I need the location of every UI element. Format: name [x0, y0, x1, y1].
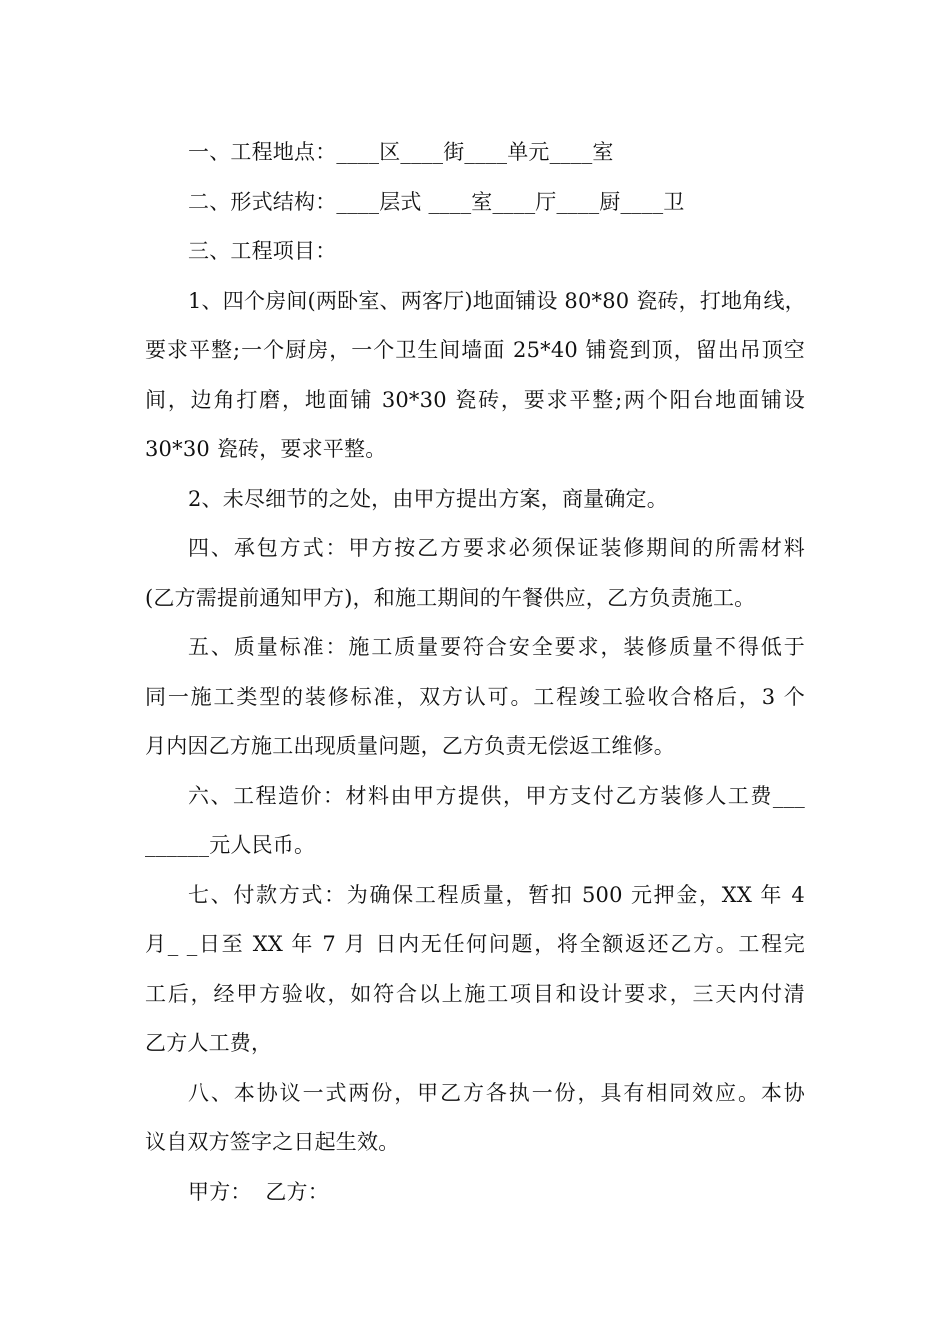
clause-location: 一、工程地点：____区____街____单元____室 [188, 140, 614, 164]
signature-line: 甲方： 乙方： [188, 1179, 329, 1204]
clause-quality-line-3: 月内因乙方施工出现质量问题，乙方负责无偿返工维修。 [145, 734, 675, 758]
clause-cost-line-1: 六、工程造价：材料由甲方提供，甲方支付乙方装修人工费___ [188, 783, 805, 808]
clause-quality-line-1: 五、质量标准：施工质量要符合安全要求，装修质量不得低于 [188, 635, 805, 659]
clause-cost-line-2: ______元人民币。 [145, 833, 316, 857]
item-1-line-1: 1、四个房间(两卧室、两客厅)地面铺设 80*80 瓷砖，打地角线， [188, 288, 806, 313]
item-2-line: 2、未尽细节的之处，由甲方提出方案，商量确定。 [188, 486, 668, 511]
item-1-line-4: 30*30 瓷砖，要求平整。 [145, 437, 387, 461]
item-1-line-2: 要求平整;一个厨房，一个卫生间墙面 25*40 铺瓷到顶，留出吊顶空 [145, 338, 805, 362]
document-body [145, 128, 805, 1217]
clause-payment-line-2: 月_ _日至 XX 年 7 月 日内无任何问题，将全额返还乙方。工程完 [145, 932, 805, 956]
clause-quality-line-2: 同一施工类型的装修标准，双方认可。工程竣工验收合格后，3 个 [145, 684, 805, 709]
clause-contract-line-1: 四、承包方式：甲方按乙方要求必须保证装修期间的所需材料 [188, 536, 805, 560]
clause-items-heading: 三、工程项目： [188, 239, 337, 263]
item-1-line-3: 间，边角打磨，地面铺 30*30 瓷砖，要求平整;两个阳台地面铺设 [145, 387, 805, 412]
clause-copies-line-2: 议自双方签字之日起生效。 [145, 1130, 400, 1154]
clause-structure: 二、形式结构：____层式 ____室____厅____厨____卫 [188, 189, 685, 214]
clause-payment-line-1: 七、付款方式：为确保工程质量，暂扣 500 元押金，XX 年 4 [188, 882, 805, 907]
clause-payment-line-3: 工后，经甲方验收，如符合以上施工项目和设计要求，三天内付清 [145, 981, 805, 1006]
clause-payment-line-4: 乙方人工费， [145, 1031, 273, 1055]
clause-copies-line-1: 八、本协议一式两份，甲乙方各执一份，具有相同效应。本协 [188, 1080, 805, 1105]
clause-contract-line-2: (乙方需提前通知甲方)，和施工期间的午餐供应，乙方负责施工。 [145, 585, 756, 610]
